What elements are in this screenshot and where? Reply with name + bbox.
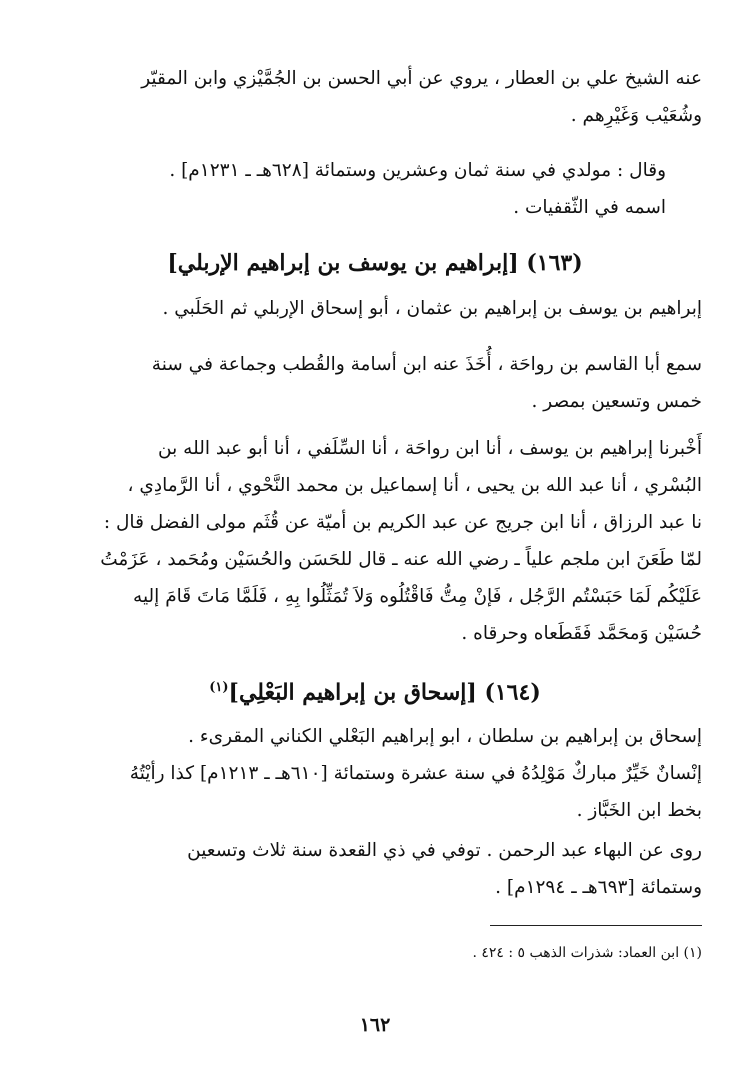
text-line: وستمائة [٦٩٣هـ ـ ١٢٩٤م] .	[495, 877, 702, 898]
text-line: روى عن البهاء عبد الرحمن . توفي في ذي القعدة سنة ثلاث وتسعين	[187, 840, 702, 861]
entry-162-tail-text	[46, 60, 702, 134]
text-line: إسحاق بن إبراهيم بن سلطان ، ابو إبراهيم البَعْلي الكناني المقرىء .	[188, 726, 702, 747]
footnote-marker: (١)	[209, 680, 229, 695]
entry-163-paragraph-3	[46, 430, 702, 652]
entry-164-paragraph-2	[46, 832, 702, 906]
entry-164-heading-text: (١٦٤) [إسحاق بن إبراهيم البَعْلِي]	[228, 679, 541, 706]
text-line: سمع أبا القاسم بن رواحَة ، أُخَذَ عنه ابن أسامة والقُطب وجماعة في سنة	[151, 354, 702, 375]
entry-163-paragraph-2	[46, 346, 702, 420]
text-line: حُسَيْن وَمحَمَّد فَقَطَعاه وحرقاه .	[461, 623, 702, 644]
entry-164-heading	[0, 668, 750, 712]
text-line: عنه الشيخ علي بن العطار ، يروي عن أبي الحسن بن الجُمَّيْزي وابن المقيّر	[141, 68, 702, 89]
text-line: لمّا طَعَنَ ابن ملجم علياً ـ رضي الله عنه ـ قال للحَسَن والحُسَيْن ومُحَمد ، عَزَمْتُ	[100, 549, 702, 570]
entry-163-paragraph-1: إبراهيم بن يوسف بن إبراهيم بن عثمان ، أبو إسحاق الإربلي ثم الحَلَبي .	[162, 298, 702, 319]
text-line: بخط ابن الخَبَّاز .	[576, 800, 702, 821]
text-line: نا عبد الرزاق ، أنا ابن جريج عن عبد الكريم بن أميّة عن قُثَم مولى الفضل قال :	[103, 512, 702, 533]
text-line: البُسْري ، أنا عبد الله بن يحيى ، أنا إسماعيل بن محمد النَّحْوي ، أنا الرَّمادِي ،	[127, 475, 702, 496]
footnote-text: (١) ابن العماد: شذرات الذهب ٥ : ٤٢٤ .	[472, 945, 702, 961]
birth-statement	[46, 152, 666, 226]
footnote-divider	[490, 925, 702, 926]
text-line: أَخْبرنا إبراهيم بن يوسف ، أنا ابن رواحَة ، أنا السِّلَفي ، أنا أبو عبد الله بن	[158, 438, 702, 459]
text-line: خمس وتسعين بمصر .	[531, 391, 702, 412]
entry-164-paragraph-1	[46, 718, 702, 829]
page-number: ١٦٢	[359, 1014, 391, 1036]
text-line: إنْسانٌ خَيِّرٌ مباركٌ مَوْلِدُهُ في سنة عشرة وستمائة [٦١٠هـ ـ ١٢١٣م] كذا رأيْتُهُ	[129, 763, 702, 784]
text-line: وشُعَيْب وَغَيْرِهم .	[570, 105, 702, 126]
text-line: اسمه في الثّقفيات .	[513, 197, 666, 218]
entry-163-heading: (١٦٣) [إبراهيم بن يوسف بن إبراهيم الإربلي]	[167, 250, 583, 276]
text-line: وقال : مولدي في سنة ثمان وعشرين وستمائة [٦٢٨هـ ـ ١٢٣١م] .	[169, 160, 666, 181]
text-line: عَلَيْكُم لَمَا حَبَسْتُم الرَّجُل ، فَإنْ مِتُّ فَاقْتُلُوه وَلاَ تُمَثِّلُوا بِهِ ، فَلَمَّا مَاتَ قَامَ إليه	[133, 586, 702, 607]
